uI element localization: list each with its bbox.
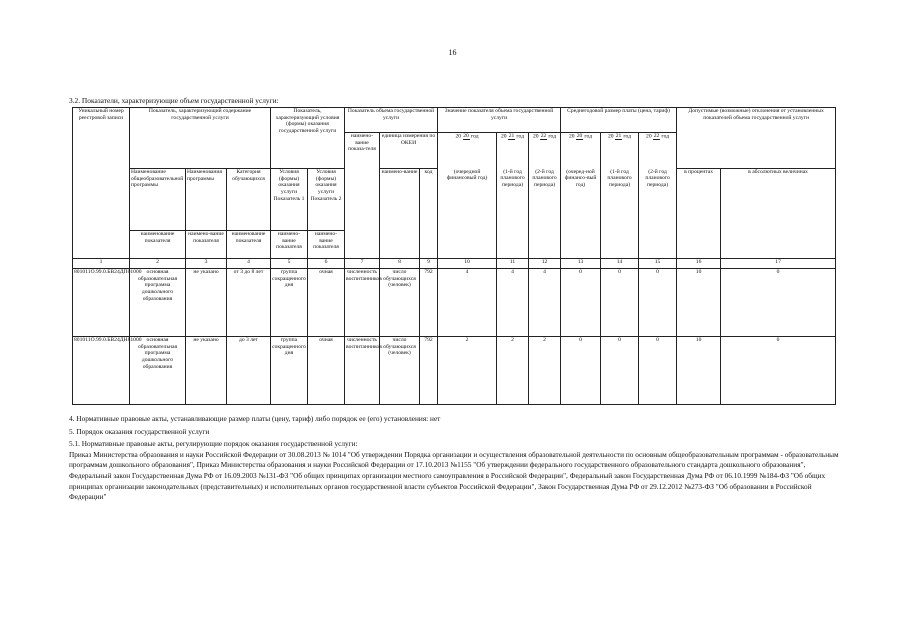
header-avg-fee: Среднегодовой размер платы (цена, тариф) — [561, 108, 677, 133]
row-value: 0 — [561, 337, 601, 405]
row-unit-code: 792 — [420, 269, 438, 337]
row-value: 0 — [721, 337, 836, 405]
col-number: 4 — [227, 259, 271, 269]
col-number: 2 — [130, 259, 186, 269]
header-in-absolute: в абсолютных величинах — [721, 169, 836, 259]
header-content-indicator: Показатель, характеризующий содержание государственной услуги — [130, 108, 271, 133]
header-sub-name-5: наимено-вание показателя — [308, 231, 345, 259]
note-4: 4. Нормативные правовые акты, устанавливающие размер платы (цену, тариф) либо порядок ее (его) установления: нет — [69, 414, 441, 423]
row-value: 2 — [438, 337, 497, 405]
header-volume-value: Значение показателя объема государственной услуги — [438, 108, 561, 133]
row-program: основная образовательная программа дошкольного образования — [130, 269, 186, 337]
page-number: 16 — [448, 48, 457, 57]
row-code: 801011О.99.0.БВ24ДН81000 — [73, 337, 130, 405]
row-form-1: группа сокращенного дня — [271, 337, 308, 405]
header-unit-code: код — [420, 169, 438, 259]
header-in-percent: в процентах — [677, 169, 721, 259]
col-number: 8 — [380, 259, 420, 269]
header-unit: единица измерения по ОКЕИ — [380, 133, 438, 169]
col-number: 10 — [438, 259, 497, 269]
header-deviation: Допустимые (возможные) отклонения от установленных показателей объема государственной услуги — [677, 108, 836, 169]
col-number: 3 — [186, 259, 227, 269]
col-number: 7 — [345, 259, 380, 269]
col-number: 16 — [677, 259, 721, 269]
header-period-third: (2-й год планового периода) — [529, 169, 561, 259]
header-fee-year-1: 20 20 год — [561, 133, 601, 169]
header-form-condition-2: Условия (формы) оказания услуги Показатель 2 — [308, 169, 345, 231]
row-value: 4 — [529, 269, 561, 337]
section-title: 3.2. Показатели, характеризующие объем государственной услуги: — [69, 96, 279, 105]
header-sub-name-3: наименование показателя — [227, 231, 271, 259]
header-fee-second: (1-й год планового периода) — [601, 169, 639, 259]
header-sub-name-1: наименование показателя — [130, 231, 186, 259]
note-5-1: 5.1. Нормативные правовые акты, регулирующие порядок оказания государственной услуги: — [69, 439, 358, 449]
header-sub-name-2: наимено-вание показателя — [186, 231, 227, 259]
header-student-category: Категория обучающихся — [227, 169, 271, 231]
row-unit-code: 792 — [420, 337, 438, 405]
row-value: 0 — [639, 269, 677, 337]
header-year-3: 20 22 год — [529, 133, 561, 169]
header-fee-year-3: 20 22 год — [639, 133, 677, 169]
header-program-name: Наименование общеобразовательной программы — [130, 169, 186, 231]
col-number: 11 — [497, 259, 529, 269]
col-number: 12 — [529, 259, 561, 269]
col-number: 13 — [561, 259, 601, 269]
row-value: 0 — [601, 269, 639, 337]
col-number: 5 — [271, 259, 308, 269]
col-number: 17 — [721, 259, 836, 269]
row-form-2: очная — [308, 269, 345, 337]
header-period-second: (1-й год планового периода) — [497, 169, 529, 259]
row-unit-name: число обучающихся (человек) — [380, 337, 420, 405]
row-volume-name: численность воспитанников — [345, 337, 380, 405]
row-form-1: группа сокращенного дня — [271, 269, 308, 337]
header-form-condition-1: Условия (формы) оказания услуги Показатель 1 — [271, 169, 308, 231]
row-program: основная образовательная программа дошкольного образования — [130, 337, 186, 405]
row-value: 0 — [639, 337, 677, 405]
header-fee-year-2: 20 21 год — [601, 133, 639, 169]
row-category: от 3 до 8 лет — [227, 269, 271, 337]
col-number: 6 — [308, 259, 345, 269]
row-code: 801011О.99.0.БВ24ДП01000 — [73, 269, 130, 337]
col-number: 9 — [420, 259, 438, 269]
table-row — [73, 269, 836, 337]
note-5: 5. Порядок оказания государственной услуги — [69, 426, 210, 436]
header-volume-indicator: Показатель объема государственной услуги — [345, 108, 438, 133]
notes-section — [69, 414, 839, 503]
row-value: 0 — [721, 269, 836, 337]
col-number: 1 — [73, 259, 130, 269]
table-row — [73, 337, 836, 405]
row-program-names: не указано — [186, 337, 227, 405]
header-period-first: (очередной финансовый год) — [438, 169, 497, 259]
header-volume-name: наимено-вание показа-теля — [345, 133, 380, 259]
law-text: Приказ Министерства образования и науки Российской Федерации от 30.08.2013 № 1014 "Об утверждении Порядка организации и осуществления образовательной деятельности по основным общеобразовательным программам - образовательным программам дошкольного образования", Приказ Министерства образования и науки Российской Федерации от 17.10.2013 №1155 "Об утверждении федерального государственного образовательного стандарта дошкольного образования", Федеральный закон Государственная Дума РФ от 16.09.2003 №131-ФЗ "Об общих принципах организации местного самоуправления в Российской Федерации", Федеральный закон Государственная Дума РФ от 06.10.1999 №184-ФЗ "Об общих принципах организации законодательных (представительных) и исполнительных органов государственной власти субъектов Российской Федерации", Закон Государственная Дума РФ от 29.12.2012 №273-ФЗ "Об образовании в Российской Федерации" — [69, 449, 839, 502]
row-value: 2 — [529, 337, 561, 405]
header-form-indicator: Показатель, характеризующий условия (формы) оказания государственной услуги — [271, 108, 345, 169]
row-volume-name: численность воспитанников — [345, 269, 380, 337]
row-value: 0 — [561, 269, 601, 337]
row-form-2: очная — [308, 337, 345, 405]
header-program-names-short: Наименования программы — [186, 169, 227, 231]
header-year-1: 20 20 год — [438, 133, 497, 169]
header-fee-third: (2-й год планового периода) — [639, 169, 677, 259]
row-value: 4 — [497, 269, 529, 337]
row-value: 4 — [438, 269, 497, 337]
header-sub-name-4: наимено-вание показателя — [271, 231, 308, 259]
row-program-names: не указано — [186, 269, 227, 337]
header-unique-number: Уникальный номер реестровой записи — [73, 108, 130, 259]
volume-indicators-table — [72, 107, 836, 405]
row-category: до 3 лет — [227, 337, 271, 405]
header-fee-first: (очеред-ной финансо-вый год) — [561, 169, 601, 259]
row-value: 10 — [677, 269, 721, 337]
header-unit-name: наимено-вание — [380, 169, 420, 259]
col-number: 15 — [639, 259, 677, 269]
header-year-2: 20 21 год — [497, 133, 529, 169]
row-value: 10 — [677, 337, 721, 405]
row-value: 2 — [497, 337, 529, 405]
row-value: 0 — [601, 337, 639, 405]
col-number: 14 — [601, 259, 639, 269]
row-unit-name: число обучающихся (человек) — [380, 269, 420, 337]
